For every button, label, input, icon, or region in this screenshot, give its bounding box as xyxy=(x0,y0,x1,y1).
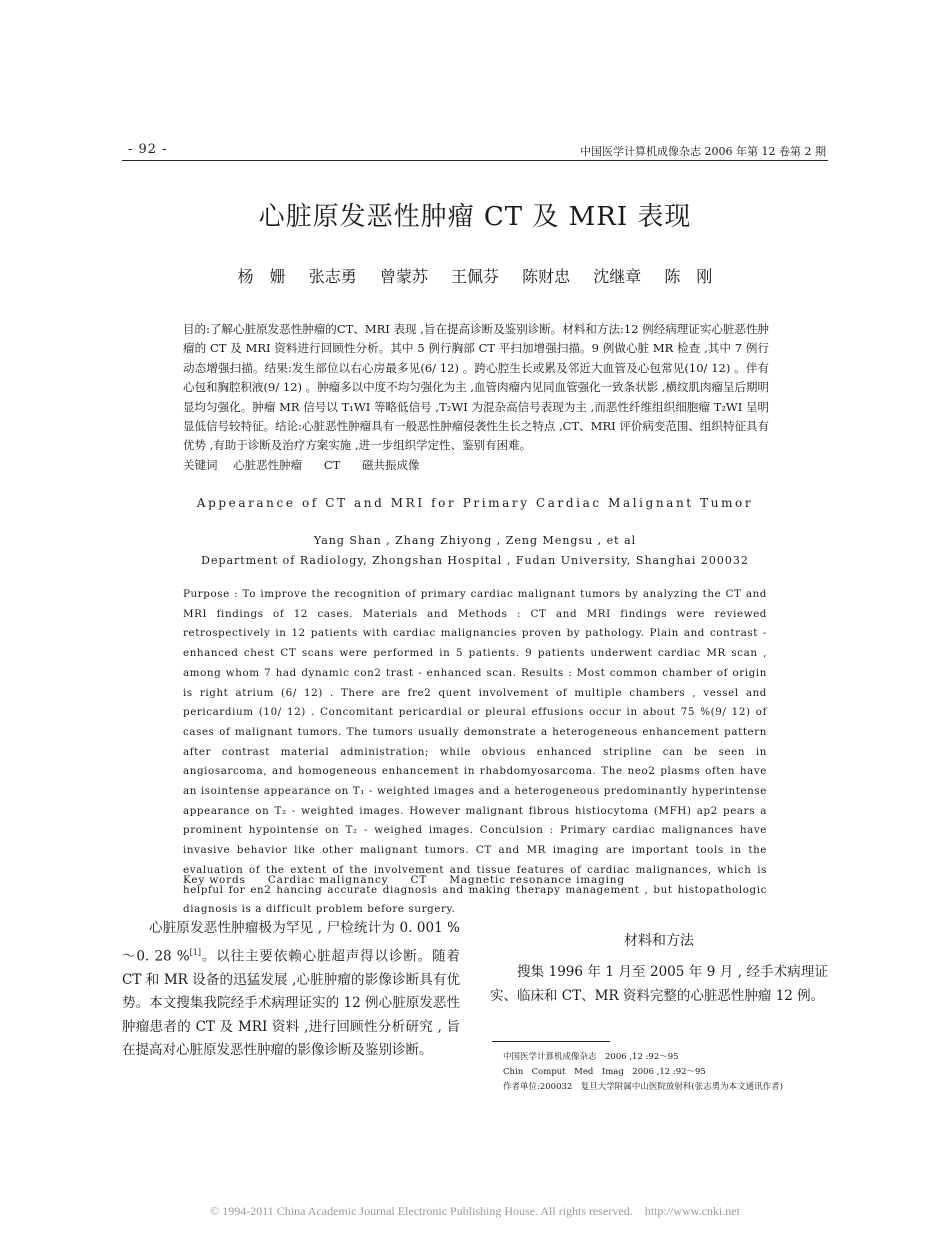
footnote: 中国医学计算机成像杂志 2006 ,12 :92～95 xyxy=(503,1052,679,1062)
keyword: 磁共振成像 xyxy=(361,458,420,472)
author: 张志勇 xyxy=(308,267,357,286)
keywords-label: 关键词 xyxy=(183,458,218,472)
keyword: CT xyxy=(323,458,341,472)
english-authors: Yang Shan , Zhang Zhiyong , Zeng Mengsu , et al xyxy=(313,534,637,547)
intro-text: 心脏原发恶性肿瘤极为罕见 , 尸检统计为 0. 001 %～0. 28 % xyxy=(122,920,460,964)
english-abstract: Purpose : To improve the recognition of primary cardiac malignant tumors by analyzing the CT and MRI findings of 12 cases. Materials and Methods : CT and MRI findings were reviewed retrospectively in 12 patients with cardiac malignancies proven by pathology. Plain and contrast - enhanced chest CT scans were performed in 5 patients. 9 patients underwent cardiac MR scan , among whom 7 had dynamic con2 trast - enhanced scan. Results : Most common chamber of origin is right atrium (6/ 12) . There are fre2 quent involvement of multiple chambers , vessel and pericardium (10/ 12) . Concomitant pericardial or pleural effusions occur in about 75 %(9/ 12) of cases of malignant tumors. The tumors usually demonstrate a heterogeneous enhancement pattern after contrast material administration; while obvious enhanced stripline can be seen in angiosarcoma, and homogeneous enhancement in rhabdomyosarcoma. The neo2 plasms often have an isointense appearance on T₁ - weighted images and a heterogeneous predominantly hyperintense appearance on T₂ - weighted images. However malignant fibrous histiocytoma (MFH) ap2 pears a prominent hypointense on T₂ - weighed images. Conculsion : Primary cardiac malignances have invasive behavior like other malignant tumors. CT and MR imaging are important tools in the evaluation of the extent of the involvement and tissue features of cardiac malignances, which is helpful for en2 hancing accurate diagnosis and making therapy management , but histopathologic diagnosis is a difficult problem before surgery. xyxy=(183,588,767,916)
chinese-abstract: 目的:了解心脏原发恶性肿瘤的CT、MRI 表现 ,旨在提高诊断及鉴别诊断。材料和方法:12 例经病理证实心脏恶性肿瘤的 CT 及 MRI 资料进行回顾性分析。其中 5 例行胸部 CT 平扫加增强扫描。9 例做心脏 MR 检查 ,其中 7 例行动态增强扫描。结果:发生部位以右心房最多见(6/ 12) 。跨心腔生长或累及邻近大血管及心包常见(10/ 12) 。伴有心包和胸腔积液(9/ 12) 。肿瘤多以中度不均匀强化为主 ,血管肉瘤内见同血管强化一致条状影 ,横纹肌肉瘤呈后期明显均匀强化。肿瘤 MR 信号以 T₁WI 等略低信号 ,T₂WI 为混杂高信号表现为主 ,而恶性纤维组织细胞瘤 T₂WI 呈明显低信号较特征。结论:心脏恶性肿瘤具有一般恶性肿瘤侵袭性生长之特点 ,CT、MRI 评价病变范围、组织特征具有优势 ,有助于诊断及治疗方案实施 ,进一步组织学定性、鉴别有困难。 xyxy=(183,322,769,453)
author: 杨 姗 xyxy=(237,267,286,286)
footnote: 作者单位:200032 复旦大学附属中山医院放射科(张志勇为本文通讯作者) xyxy=(503,1082,783,1092)
author: 沈继章 xyxy=(593,267,642,286)
chinese-keywords xyxy=(183,457,437,473)
copyright-notice: © 1994-2011 China Academic Journal Electronic Publishing House. All rights reserved. http://www.cnki.net xyxy=(210,1204,740,1218)
footnote: Chin Comput Med Imag 2006 ,12 :92～95 xyxy=(503,1067,706,1077)
header-rule xyxy=(122,160,828,161)
journal-header: 中国医学计算机成像杂志 2006 年第 12 卷第 2 期 xyxy=(580,145,826,158)
english-title: Appearance of CT and MRI for Primary Cardiac Malignant Tumor xyxy=(196,496,754,510)
keywords-label: Key words xyxy=(183,874,246,886)
author: 王佩芬 xyxy=(450,267,499,286)
author-list xyxy=(0,264,950,287)
author: 陈 刚 xyxy=(664,267,713,286)
section-heading: 材料和方法 xyxy=(624,933,694,949)
methods-paragraph: 搜集 1996 年 1 月至 2005 年 9 月 , 经手术病理证实、临床和 CT、MR 资料完整的心脏恶性肿瘤 12 例。 xyxy=(490,964,828,1004)
citation-reference[interactable]: [1] xyxy=(189,947,201,957)
introduction-paragraph xyxy=(122,917,460,1063)
footnote-rule xyxy=(492,1041,610,1042)
keyword: Magnetic resonance imaging xyxy=(449,874,625,886)
author: 曾蒙苏 xyxy=(379,267,428,286)
english-keywords xyxy=(183,874,643,886)
keyword: CT xyxy=(410,874,428,886)
footnotes xyxy=(503,1050,833,1095)
author: 陈财忠 xyxy=(522,267,571,286)
article-title: 心脏原发恶性肿瘤 CT 及 MRI 表现 xyxy=(258,202,692,232)
keyword: 心脏恶性肿瘤 xyxy=(233,458,303,472)
english-affiliation: Department of Radiology, Zhongshan Hospital , Fudan University, Shanghai 200032 xyxy=(201,554,749,567)
page-number: - 92 - xyxy=(128,142,168,157)
intro-text: 。以往主要依赖心脏超声得以诊断。随着 CT 和 MR 设备的迅猛发展 ,心脏肿瘤的影像诊断具有优势。本文搜集我院经手术病理证实的 12 例心脏原发恶性肿瘤患者的 CT 及 MRI 资料 ,进行回顾性分析研究 , 旨在提高对心脏原发恶性肿瘤的影像诊断及鉴别诊断。 xyxy=(122,948,461,1058)
keyword: Cardiac malignancy xyxy=(267,874,389,886)
